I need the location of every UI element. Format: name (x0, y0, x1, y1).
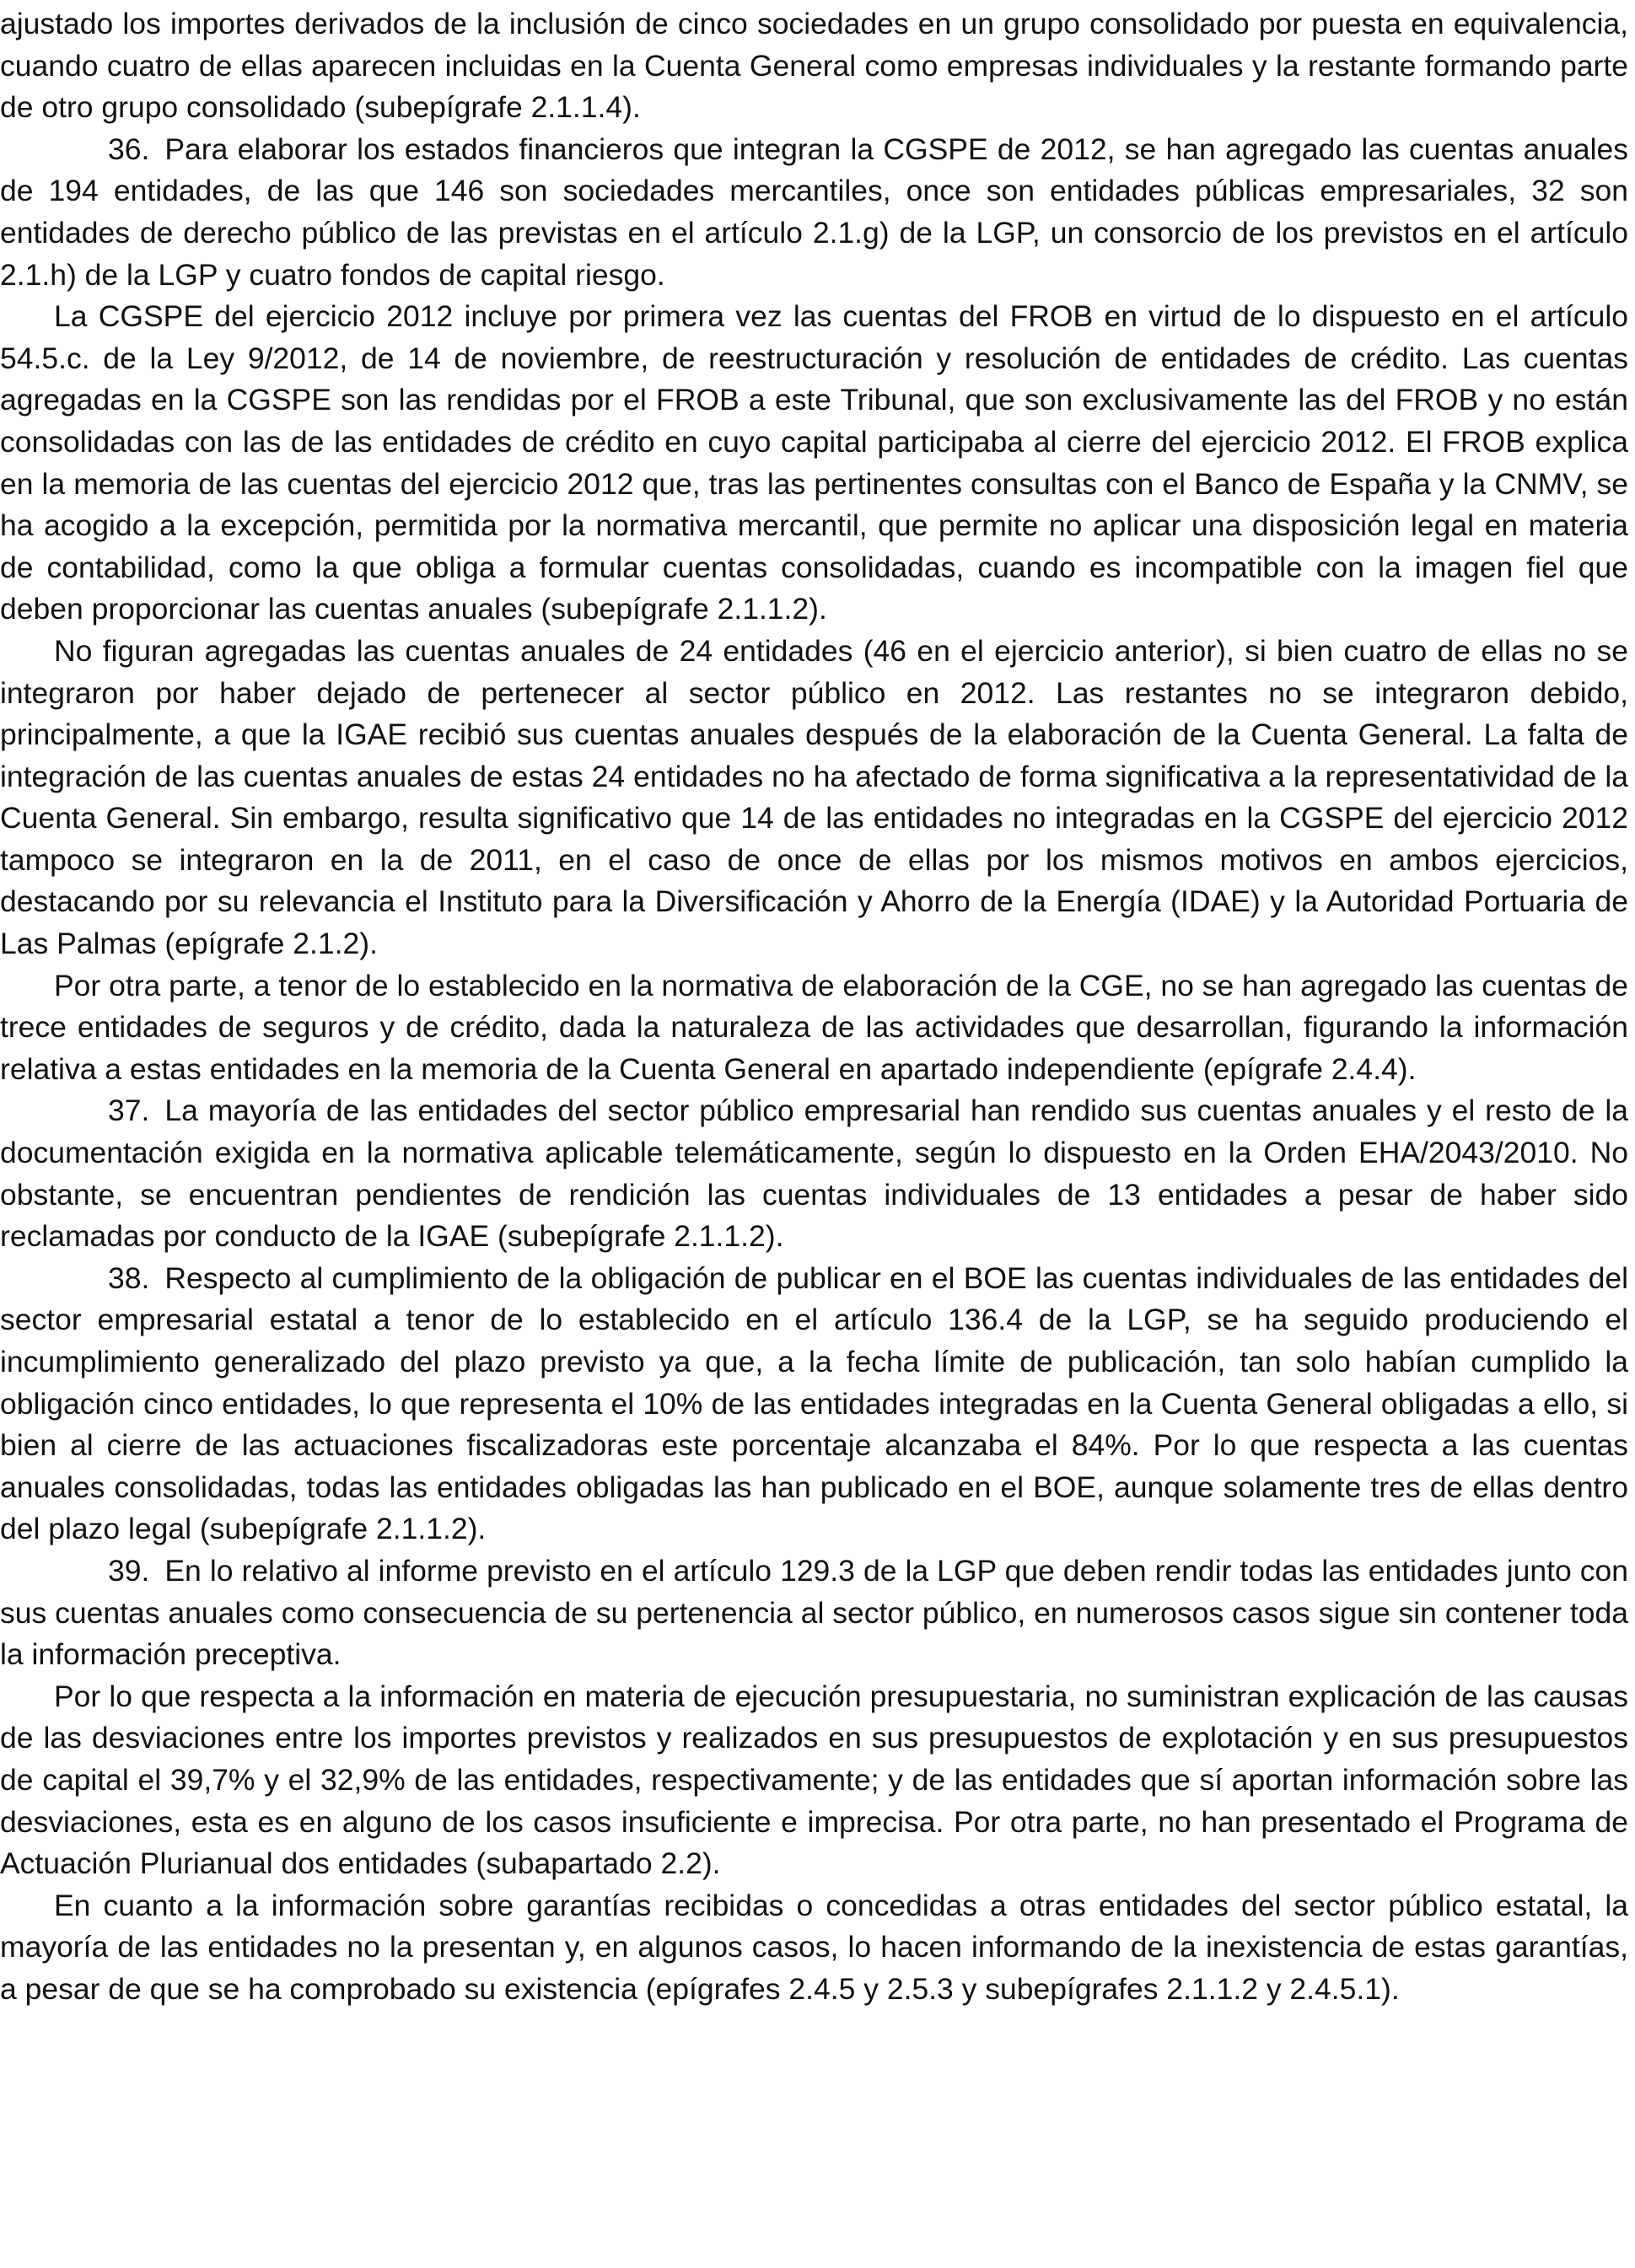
paragraph-39 (0, 1551, 1628, 1676)
paragraph-continuation (0, 3, 1628, 129)
paragraph-garantias (0, 1885, 1628, 2011)
paragraph-frob (0, 296, 1628, 631)
paragraph-text: En cuanto a la información sobre garantías recibidas o concedidas a otras entidades del sector público estatal, la mayoría de las entidades no la presentan y, en algunos casos, lo hacen informando de la inexistencia de estas garantías, a pesar de que se ha comprobado su existencia (epígrafes 2.4.5 y 2.5.3 y subepígrafes 2.1.1.2 y 2.4.5.1). (0, 1888, 1628, 2006)
paragraph-seguros-credito (0, 965, 1628, 1091)
paragraph-38 (0, 1258, 1628, 1551)
paragraph-number: 38. (108, 1260, 150, 1295)
paragraph-text: Para elaborar los estados financieros que integran la CGSPE de 2012, se han agregado las cuentas anuales de 194 entidades, de las que 146 son sociedades mercantiles, once son entidades públicas empresariales, 32 son entidades de derecho público de las previstas en el artículo 2.1.g) de la LGP, un consorcio de los previstos en el artículo 2.1.h) de la LGP y cuatro fondos de capital riesgo. (0, 132, 1628, 292)
paragraph-text: ajustado los importes derivados de la inclusión de cinco sociedades en un grupo consolidado por puesta en equivalencia, cuando cuatro de ellas aparecen incluidas en la Cuenta General como empresas individuales y la restante formando parte de otro grupo consolidado (subepígrafe 2.1.1.4). (0, 7, 1628, 125)
paragraph-37 (0, 1090, 1628, 1257)
paragraph-text: Por lo que respecta a la información en materia de ejecución presupuestaria, no suministran explicación de las causas de las desviaciones entre los importes previstos y realizados en sus presupuestos de explotación y en sus presupuestos de capital el 39,7% y el 32,9% de las entidades, respectivamente; y de las entidades que sí aportan información sobre las desviaciones, esta es en alguno de los casos insuficiente e imprecisa. Por otra parte, no han presentado el Programa de Actuación Plurianual dos entidades (subapartado 2.2). (0, 1679, 1628, 1881)
paragraph-text: Por otra parte, a tenor de lo establecido en la normativa de elaboración de la CGE, no se han agregado las cuentas de trece entidades de seguros y de crédito, dada la naturaleza de las actividades que desarrollan, figurando la información relativa a estas entidades en la memoria de la Cuenta General en apartado independiente (epígrafe 2.4.4). (0, 968, 1628, 1086)
paragraph-no-agregadas (0, 631, 1628, 965)
paragraph-text: No figuran agregadas las cuentas anuales de 24 entidades (46 en el ejercicio anterior), si bien cuatro de ellas no se integraron por haber dejado de pertenecer al sector público en 2012. Las restantes no se integraron debido, principalmente, a que la IGAE recibió sus cuentas anuales después de la elaboración de la Cuenta General. La falta de integración de las cuentas anuales de estas 24 entidades no ha afectado de forma significativa a la representatividad de la Cuenta General. Sin embargo, resulta significativo que 14 de las entidades no integradas en la CGSPE del ejercicio 2012 tampoco se integraron en la de 2011, en el caso de once de ellas por los mismos motivos en ambos ejercicios, destacando por su relevancia el Instituto para la Diversificación y Ahorro de la Energía (IDAE) y la Autoridad Portuaria de Las Palmas (epígrafe 2.1.2). (0, 633, 1628, 961)
paragraph-text: Respecto al cumplimiento de la obligación de publicar en el BOE las cuentas individuales de las entidades del sector empresarial estatal a tenor de lo establecido en el artículo 136.4 de la LGP, se ha seguido produciendo el incumplimiento generalizado del plazo previsto ya que, a la fecha límite de publicación, tan solo habían cumplido la obligación cinco entidades, lo que representa el 10% de las entidades integradas en la Cuenta General obligadas a ello, si bien al cierre de las actuaciones fiscalizadoras este porcentaje alcanzaba el 84%. Por lo que respecta a las cuentas anuales consolidadas, todas las entidades obligadas las han publicado en el BOE, aunque solamente tres de ellas dentro del plazo legal (subepígrafe 2.1.1.2). (0, 1260, 1628, 1546)
paragraph-number: 36. (108, 132, 150, 166)
paragraph-number: 39. (108, 1553, 150, 1588)
paragraph-text: En lo relativo al informe previsto en el artículo 129.3 de la LGP que deben rendir todas las entidades junto con sus cuentas anuales como consecuencia de su pertenencia al sector público, en numerosos casos sigue sin contener toda la información preceptiva. (0, 1553, 1628, 1672)
paragraph-text: La mayoría de las entidades del sector público empresarial han rendido sus cuentas anuales y el resto de la documentación exigida en la normativa aplicable telemáticamente, según lo dispuesto en la Orden EHA/2043/2010. No obstante, se encuentran pendientes de rendición las cuentas individuales de 13 entidades a pesar de haber sido reclamadas por conducto de la IGAE (subepígrafe 2.1.1.2). (0, 1094, 1628, 1254)
paragraph-36 (0, 129, 1628, 296)
paragraph-number: 37. (108, 1094, 150, 1128)
paragraph-ejecucion-presupuestaria (0, 1676, 1628, 1885)
paragraph-text: La CGSPE del ejercicio 2012 incluye por primera vez las cuentas del FROB en virtud de lo dispuesto en el artículo 54.5.c. de la Ley 9/2012, de 14 de noviembre, de reestructuración y resolución de entidades de crédito. Las cuentas agregadas en la CGSPE son las rendidas por el FROB a este Tribunal, que son exclusivamente las del FROB y no están consolidadas con las de las entidades de crédito en cuyo capital participaba al cierre del ejercicio 2012. El FROB explica en la memoria de las cuentas del ejercicio 2012 que, tras las pertinentes consultas con el Banco de España y la CNMV, se ha acogido a la excepción, permitida por la normativa mercantil, que permite no aplicar una disposición legal en materia de contabilidad, como la que obliga a formular cuentas consolidadas, cuando es incompatible con la imagen fiel que deben proporcionar las cuentas anuales (subepígrafe 2.1.1.2). (0, 299, 1628, 626)
